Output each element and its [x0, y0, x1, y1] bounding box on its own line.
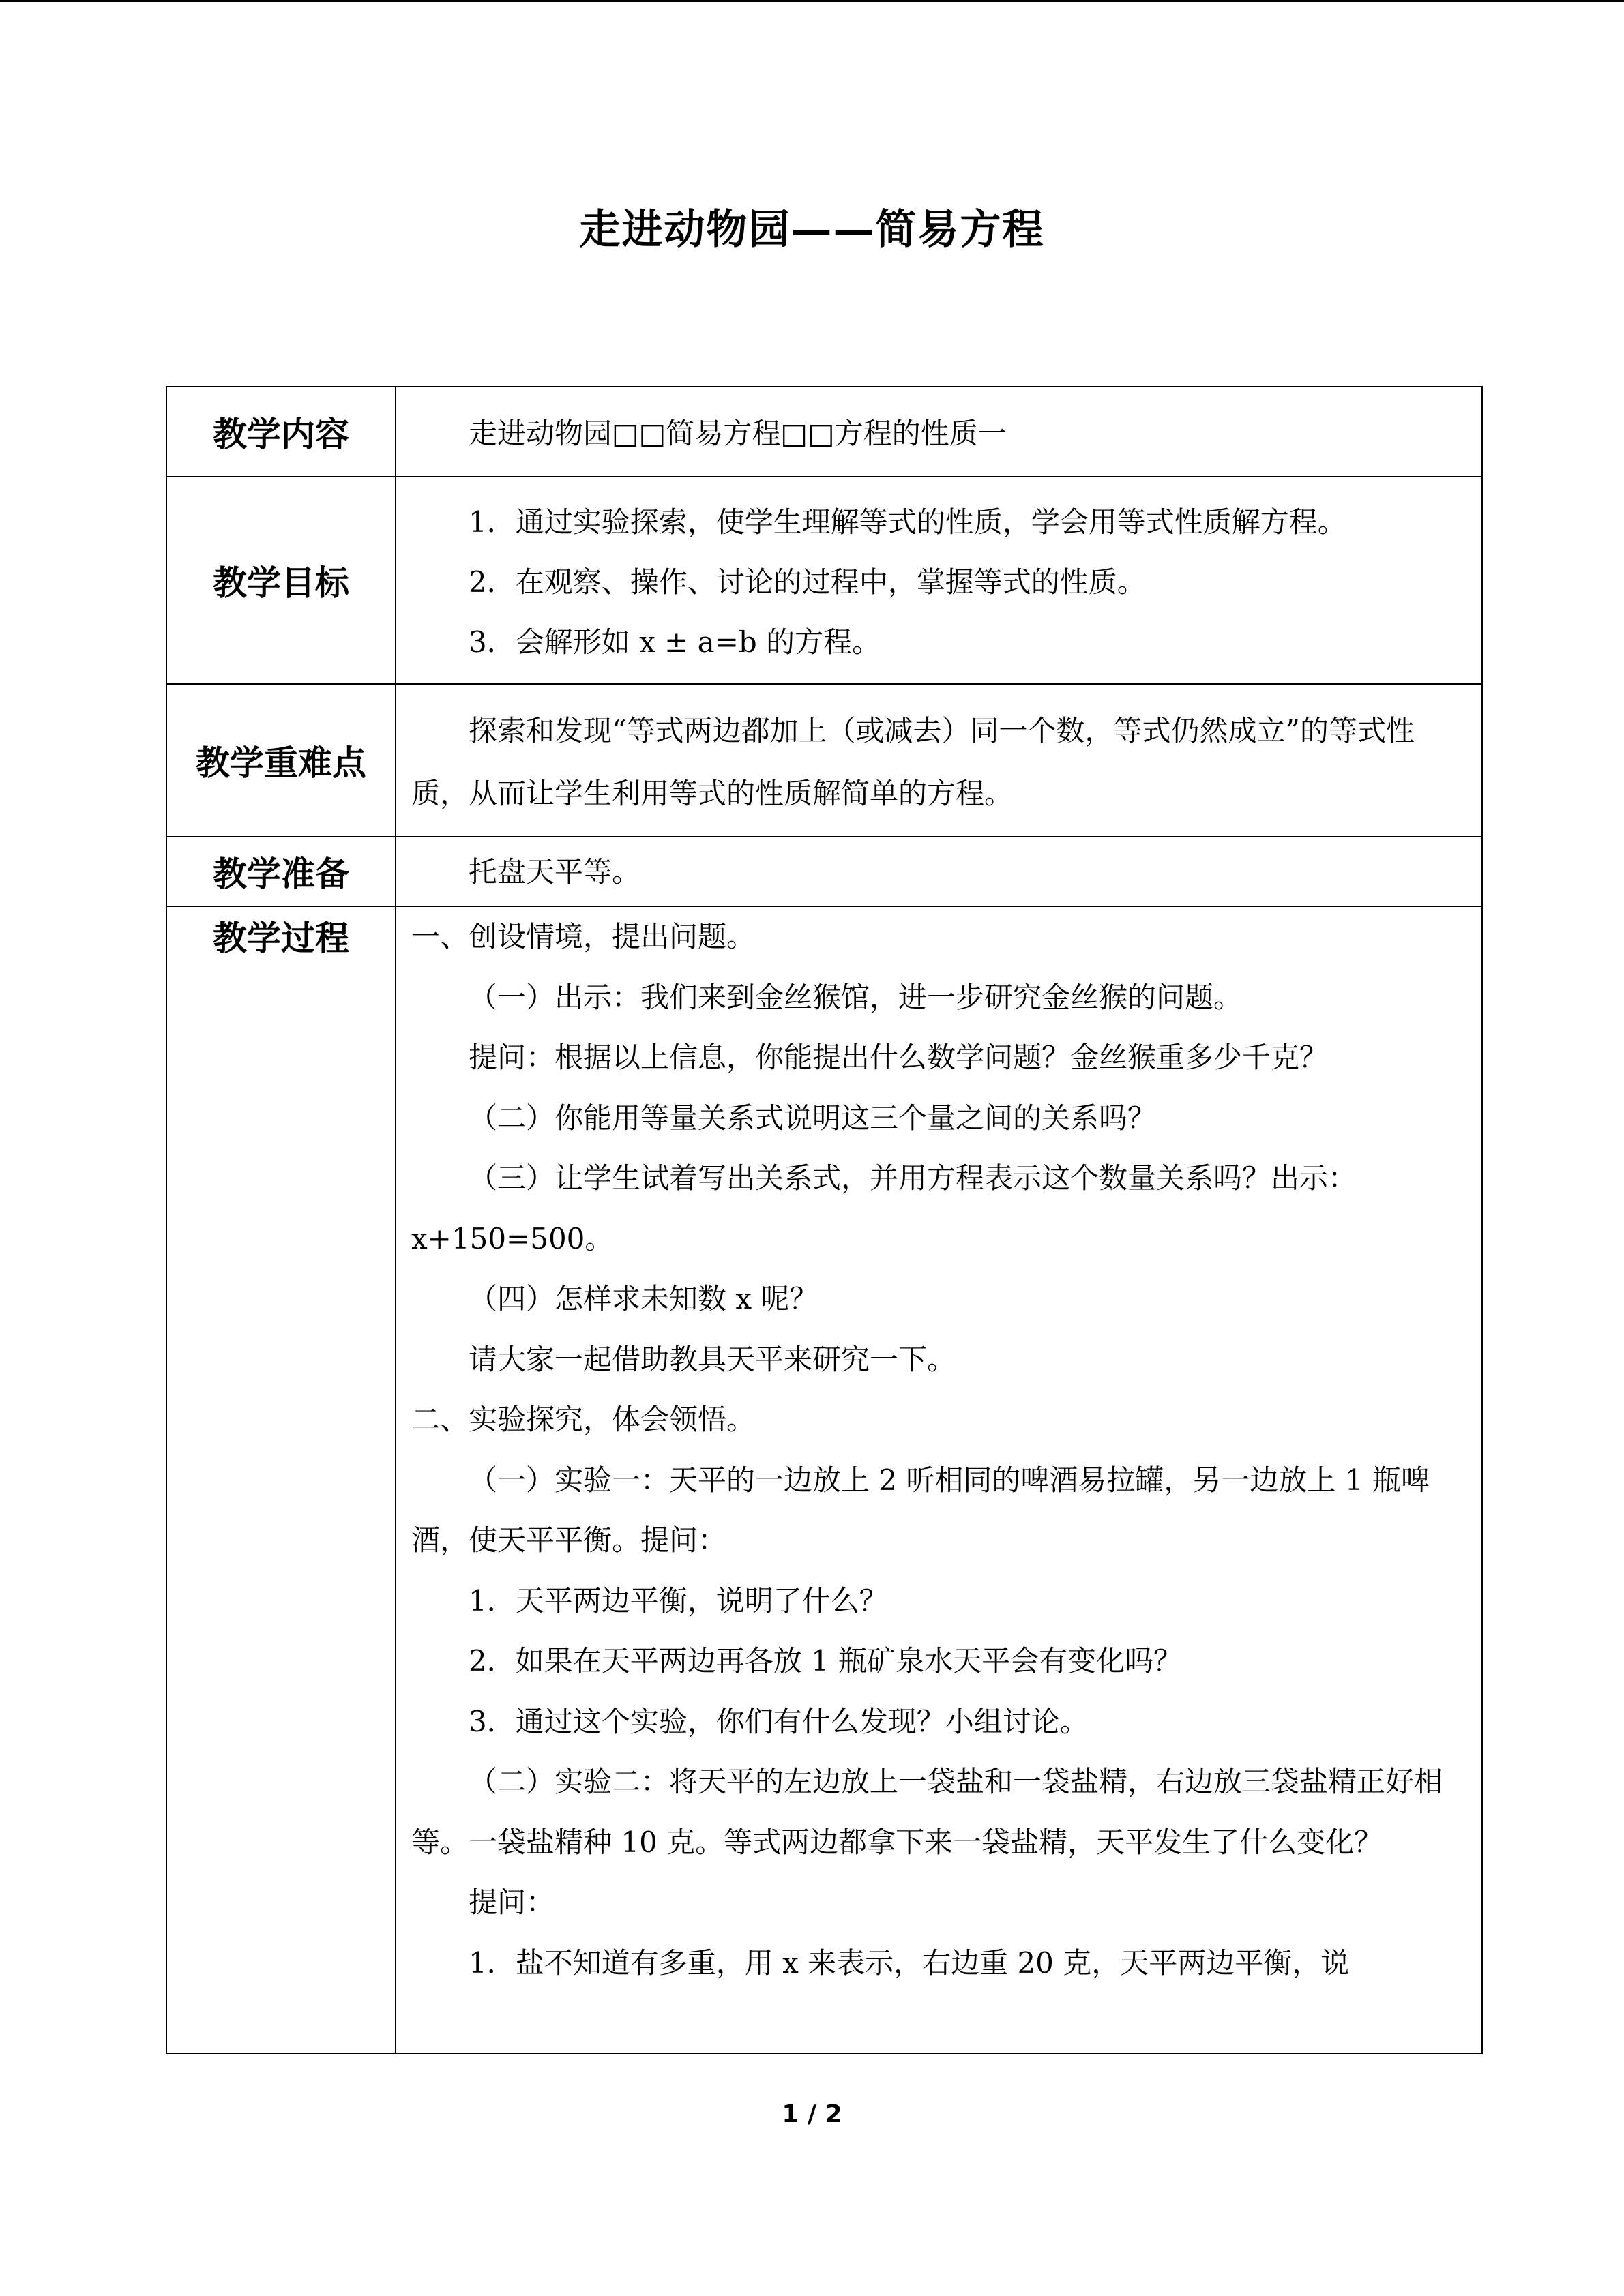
process-paragraph: （二）你能用等量关系式说明这三个量之间的关系吗？ — [469, 1101, 1157, 1135]
process-paragraph: 2．如果在天平两边再各放 1 瓶矿泉水天平会有变化吗？ — [469, 1644, 1183, 1678]
cell-teaching-goals — [396, 477, 1482, 684]
lesson-plan-table — [166, 386, 1483, 2054]
process-paragraph: （三）让学生试着写出关系式，并用方程表示这个数量关系吗？出示：x+150=500。 — [411, 1161, 1357, 1255]
process-paragraph: 1．盐不知道有多重，用 x 来表示，右边重 20 克，天平两边平衡，说 — [469, 1945, 1350, 1980]
process-paragraph: 一、创设情境，提出问题。 — [411, 920, 756, 953]
document-title: 走进动物园——简易方程 — [579, 206, 1045, 254]
goal-item: 3．会解形如 x ± a=b 的方程。 — [469, 625, 881, 659]
label-teaching-process: 教学过程 — [166, 906, 396, 2053]
label-teaching-content: 教学内容 — [166, 387, 396, 477]
row-teaching-process — [166, 906, 1482, 2053]
teaching-content-text: 走进动物园□□简易方程□□方程的性质一 — [469, 417, 1007, 450]
process-paragraph: 提问：根据以上信息，你能提出什么数学问题？金丝猴重多少千克？ — [469, 1041, 1329, 1074]
process-paragraph: （一）实验一：天平的一边放上 2 听相同的啤酒易拉罐，另一边放上 1 瓶啤酒，使天平平衡。提问： — [411, 1463, 1430, 1557]
page-number: 1 / 2 — [782, 2100, 842, 2128]
label-key-points: 教学重难点 — [166, 684, 396, 837]
cell-teaching-process — [396, 906, 1482, 2053]
row-preparation — [166, 837, 1482, 906]
goal-item: 2．在观察、操作、讨论的过程中，掌握等式的性质。 — [469, 565, 1146, 599]
cell-key-points — [396, 684, 1482, 837]
row-key-points — [166, 684, 1482, 837]
label-preparation: 教学准备 — [166, 837, 396, 906]
cell-preparation — [396, 837, 1482, 906]
top-border-line — [0, 0, 1624, 2]
key-points-text: 探索和发现“等式两边都加上（或减去）同一个数，等式仍然成立”的等式性质，从而让学生利用等式的性质解简单的方程。 — [411, 714, 1415, 810]
process-paragraph: 二、实验探究，体会领悟。 — [411, 1403, 756, 1436]
process-paragraph: （二）实验二：将天平的左边放上一袋盐和一袋盐精，右边放三袋盐精正好相等。一袋盐精种 10 克。等式两边都拿下来一袋盐精，天平发生了什么变化？ — [411, 1765, 1443, 1859]
process-paragraph: 提问： — [469, 1885, 555, 1919]
label-teaching-goals: 教学目标 — [166, 477, 396, 684]
process-paragraph: 1．天平两边平衡，说明了什么？ — [469, 1583, 888, 1617]
process-paragraph: 3．通过这个实验，你们有什么发现？小组讨论。 — [469, 1704, 1089, 1738]
preparation-text: 托盘天平等。 — [469, 855, 641, 889]
process-paragraph: （四）怎样求未知数 x 呢？ — [469, 1282, 818, 1315]
process-paragraph: （一）出示：我们来到金丝猴馆，进一步研究金丝猴的问题。 — [469, 980, 1243, 1014]
goal-item: 1．通过实验探索，使学生理解等式的性质，学会用等式性质解方程。 — [469, 505, 1346, 539]
process-paragraph: 请大家一起借助教具天平来研究一下。 — [469, 1342, 956, 1376]
row-teaching-content — [166, 387, 1482, 477]
cell-teaching-content — [396, 387, 1482, 477]
row-teaching-goals — [166, 477, 1482, 684]
